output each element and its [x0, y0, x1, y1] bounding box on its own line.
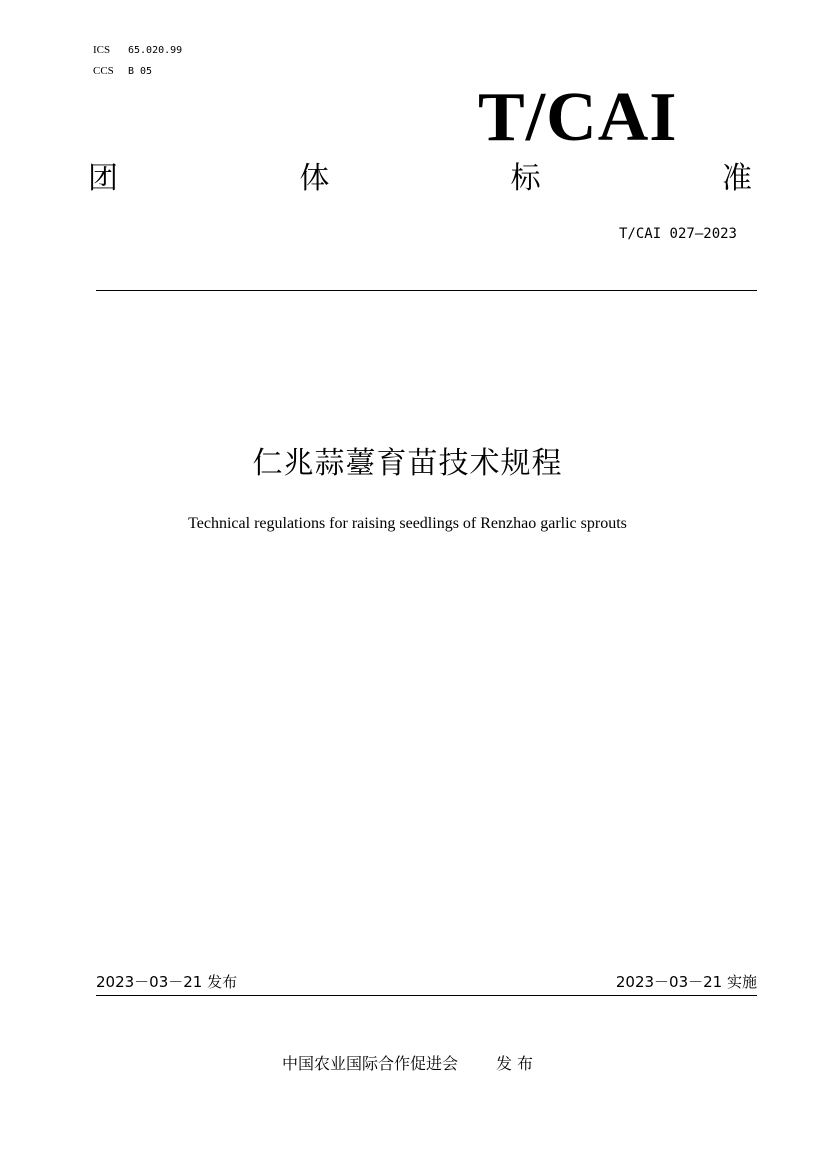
publisher-line [0, 1052, 815, 1076]
ccs-code: B 05 [128, 66, 153, 77]
ics-code: 65.020.99 [128, 45, 183, 56]
standard-type-char: 标 [510, 161, 541, 196]
release-date: 2023－03－21 发布 [96, 973, 238, 991]
implementation-date: 2023－03－21 实施 [615, 973, 757, 991]
top-divider [96, 290, 757, 291]
ics-label: ICS [93, 44, 111, 56]
ics-row [93, 40, 182, 61]
date-row [96, 971, 757, 993]
standard-number: T/CAI 027—2023 [618, 226, 737, 242]
standard-type-char: 团 [88, 161, 118, 196]
standard-type-heading [88, 160, 752, 198]
classification-codes [93, 40, 182, 82]
standard-type-char: 体 [299, 161, 330, 196]
standard-type-char: 准 [721, 161, 752, 196]
organization-logo: T/CAI [478, 79, 678, 156]
document-title-chinese: 仁兆蒜薹育苗技术规程 [252, 446, 563, 481]
ccs-row [93, 61, 182, 82]
bottom-divider [96, 995, 757, 996]
ccs-label: CCS [93, 65, 114, 77]
document-title-english: Technical regulations for raising seedlings of Renzhao garlic sprouts [188, 515, 627, 532]
publisher-action: 发 布 [495, 1054, 534, 1073]
publisher-name: 中国农业国际合作促进会 [281, 1054, 458, 1073]
